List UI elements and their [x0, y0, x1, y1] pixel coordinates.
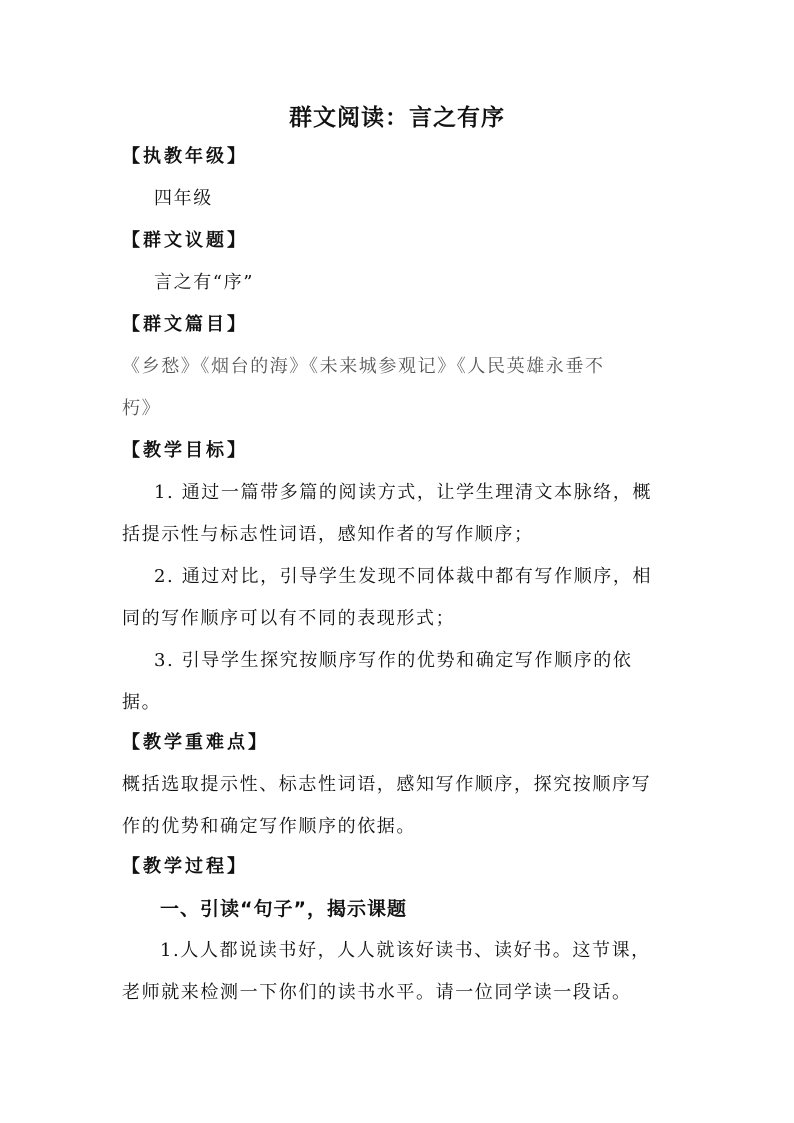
key-points-line-2: 作的优势和确定写作顺序的依据。	[122, 816, 416, 837]
goal-1-line-1: 1. 通过一篇带多篇的阅读方式，让学生理清文本脉络，概	[154, 482, 653, 503]
goal-3-line-1: 3. 引导学生探究按顺序写作的优势和确定写作顺序的依	[154, 650, 633, 671]
step-1-heading: 一、引读“句子”，揭示课题	[160, 898, 407, 920]
key-points-line-1: 概括选取提示性、标志性词语，感知写作顺序，探究按顺序写	[122, 774, 652, 795]
goal-2-line-2: 同的写作顺序可以有不同的表现形式；	[122, 608, 456, 629]
grade-value: 四年级	[154, 188, 213, 209]
goals-heading: 【教学目标】	[122, 440, 248, 461]
goal-2-line-1: 2. 通过对比，引导学生发现不同体裁中都有写作顺序，相	[154, 566, 653, 587]
topic-heading: 【群文议题】	[122, 230, 248, 251]
key-points-heading: 【教学重难点】	[122, 732, 269, 753]
process-heading: 【教学过程】	[122, 856, 248, 877]
texts-heading: 【群文篇目】	[122, 314, 248, 335]
topic-value: 言之有“序”	[154, 272, 255, 293]
document-title: 群文阅读：言之有序	[289, 104, 505, 131]
goal-3-line-2: 据。	[122, 692, 162, 713]
grade-heading: 【执教年级】	[122, 146, 248, 167]
step-1-line-2: 老师就来检测一下你们的读书水平。请一位同学读一段话。	[122, 982, 632, 1003]
step-1-line-1: 1.人人都说读书好，人人就该好读书、读好书。这节课，	[160, 940, 651, 961]
texts-list-line-1: 《乡愁》《烟台的海》《未来城参观记》《人民英雄永垂不	[122, 356, 605, 377]
texts-list-line-2: 朽》	[122, 398, 162, 419]
goal-1-line-2: 括提示性与标志性词语，感知作者的写作顺序；	[122, 524, 534, 545]
